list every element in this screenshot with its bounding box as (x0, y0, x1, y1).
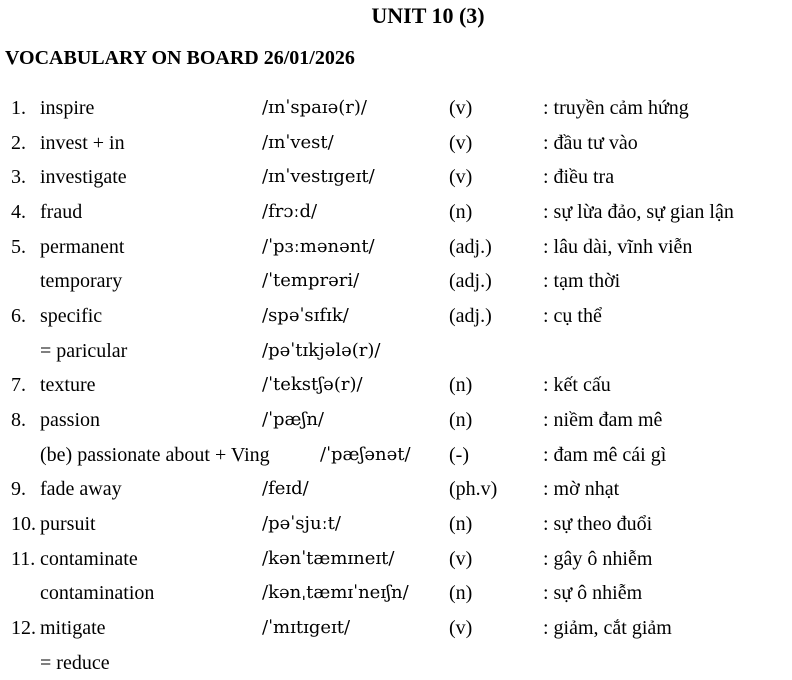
vocab-row (0, 160, 792, 195)
vocab-part-of-speech: (n) (449, 408, 473, 431)
vocab-number: 4. (11, 200, 26, 223)
vocab-part-of-speech: (-) (449, 443, 469, 466)
vocab-number: 12. (11, 616, 36, 639)
vocab-part-of-speech: (v) (449, 616, 473, 639)
vocab-word: texture (40, 374, 96, 397)
vocab-part-of-speech: (ph.v) (449, 478, 498, 501)
vocab-pronunciation: /pəˈsjuːt/ (262, 512, 341, 534)
vocab-number: 9. (11, 478, 26, 501)
vocab-number: 2. (11, 131, 26, 154)
vocab-meaning: : kết cấu (543, 374, 611, 397)
vocab-part-of-speech: (n) (449, 582, 473, 605)
vocab-number: 10. (11, 512, 36, 535)
vocab-row (0, 542, 792, 577)
vocab-meaning: : sự theo đuổi (543, 512, 653, 535)
vocab-row (0, 472, 792, 507)
vocab-pronunciation: /ˈmɪtɪgeɪt/ (262, 616, 351, 638)
vocab-pronunciation: /ɪnˈvest/ (262, 131, 334, 153)
vocab-part-of-speech: (adj.) (449, 235, 492, 258)
vocab-pronunciation: /pəˈtɪkjələ(r)/ (262, 339, 381, 361)
vocab-word: = reduce (40, 651, 110, 674)
page-subtitle: VOCABULARY ON BOARD 26/01/2026 (5, 47, 355, 69)
vocab-number: 1. (11, 97, 26, 119)
vocab-number: 3. (11, 166, 26, 189)
vocab-row (0, 403, 792, 438)
vocab-number: 5. (11, 235, 26, 258)
vocab-word: pursuit (40, 512, 96, 535)
vocab-pronunciation: /ˈpæʃənət/ (320, 443, 411, 465)
vocab-word: mitigate (40, 616, 106, 639)
vocab-word: passion (40, 408, 100, 431)
vocab-row (0, 611, 792, 646)
vocab-pronunciation: /frɔːd/ (262, 200, 318, 222)
vocab-part-of-speech: (v) (449, 131, 473, 154)
vocab-pronunciation: /kənˈtæmɪneɪt/ (262, 547, 395, 569)
vocab-row (0, 646, 792, 680)
vocab-meaning: : sự lừa đảo, sự gian lận (543, 200, 734, 223)
page-title: UNIT 10 (3) (371, 3, 485, 28)
vocab-part-of-speech: (n) (449, 200, 473, 223)
vocab-meaning: : điều tra (543, 166, 615, 189)
vocab-part-of-speech: (n) (449, 512, 473, 535)
vocab-row (0, 368, 792, 403)
vocab-meaning: : mờ nhạt (543, 478, 620, 501)
vocab-row (0, 334, 792, 369)
vocab-word: (be) passionate about + Ving (40, 443, 270, 466)
vocab-word: investigate (40, 166, 127, 189)
vocab-word: fade away (40, 478, 122, 501)
vocab-pronunciation: /ˈtekstʃə(r)/ (262, 374, 363, 396)
vocab-word: temporary (40, 270, 123, 293)
vocab-word: inspire (40, 97, 95, 119)
vocab-meaning: : đầu tư vào (543, 131, 638, 154)
vocabulary-list (0, 91, 792, 680)
vocab-pronunciation: /feɪd/ (262, 478, 309, 500)
vocab-meaning: : tạm thời (543, 270, 621, 293)
vocab-pronunciation: /ˈtemprəri/ (262, 270, 360, 292)
vocab-word: = paricular (40, 339, 128, 362)
vocab-word: fraud (40, 200, 83, 223)
vocab-word: specific (40, 304, 103, 327)
vocab-word: invest + in (40, 131, 125, 154)
vocab-pronunciation: /ɪnˈspaɪə(r)/ (262, 97, 367, 118)
vocab-part-of-speech: (v) (449, 547, 473, 570)
vocab-meaning: : giảm, cắt giảm (543, 616, 672, 639)
vocab-meaning: : cụ thể (543, 304, 602, 327)
vocab-pronunciation: /ˈpæʃn/ (262, 408, 324, 430)
vocab-number: 6. (11, 304, 26, 327)
vocab-pronunciation: /kənˌtæmɪˈneɪʃn/ (262, 582, 409, 604)
vocab-row (0, 126, 792, 161)
vocab-part-of-speech: (adj.) (449, 270, 492, 293)
vocab-row (0, 91, 792, 126)
vocab-meaning: : gây ô nhiễm (543, 547, 653, 570)
vocab-word: contamination (40, 582, 155, 605)
vocab-row (0, 264, 792, 299)
vocab-meaning: : niềm đam mê (543, 408, 663, 431)
vocab-part-of-speech: (adj.) (449, 304, 492, 327)
vocab-word: contaminate (40, 547, 138, 570)
vocab-number: 11. (11, 547, 36, 570)
vocab-part-of-speech: (n) (449, 374, 473, 397)
vocab-row (0, 195, 792, 230)
vocab-part-of-speech: (v) (449, 166, 473, 189)
vocab-row (0, 576, 792, 611)
vocab-meaning: : đam mê cái gì (543, 443, 667, 466)
vocab-row (0, 438, 792, 473)
vocab-pronunciation: /spəˈsɪfɪk/ (262, 304, 349, 326)
vocab-meaning: : sự ô nhiễm (543, 582, 643, 605)
vocab-row (0, 299, 792, 334)
vocab-part-of-speech: (v) (449, 97, 473, 119)
vocab-number: 7. (11, 374, 26, 397)
vocab-row (0, 507, 792, 542)
vocab-pronunciation: /ɪnˈvestɪgeɪt/ (262, 166, 375, 188)
vocab-pronunciation: /ˈpɜːmənənt/ (262, 235, 375, 257)
vocab-row (0, 230, 792, 265)
vocab-number: 8. (11, 408, 26, 431)
vocab-meaning: : lâu dài, vĩnh viễn (543, 235, 693, 258)
vocab-meaning: : truyền cảm hứng (543, 97, 689, 119)
vocab-word: permanent (40, 235, 125, 258)
